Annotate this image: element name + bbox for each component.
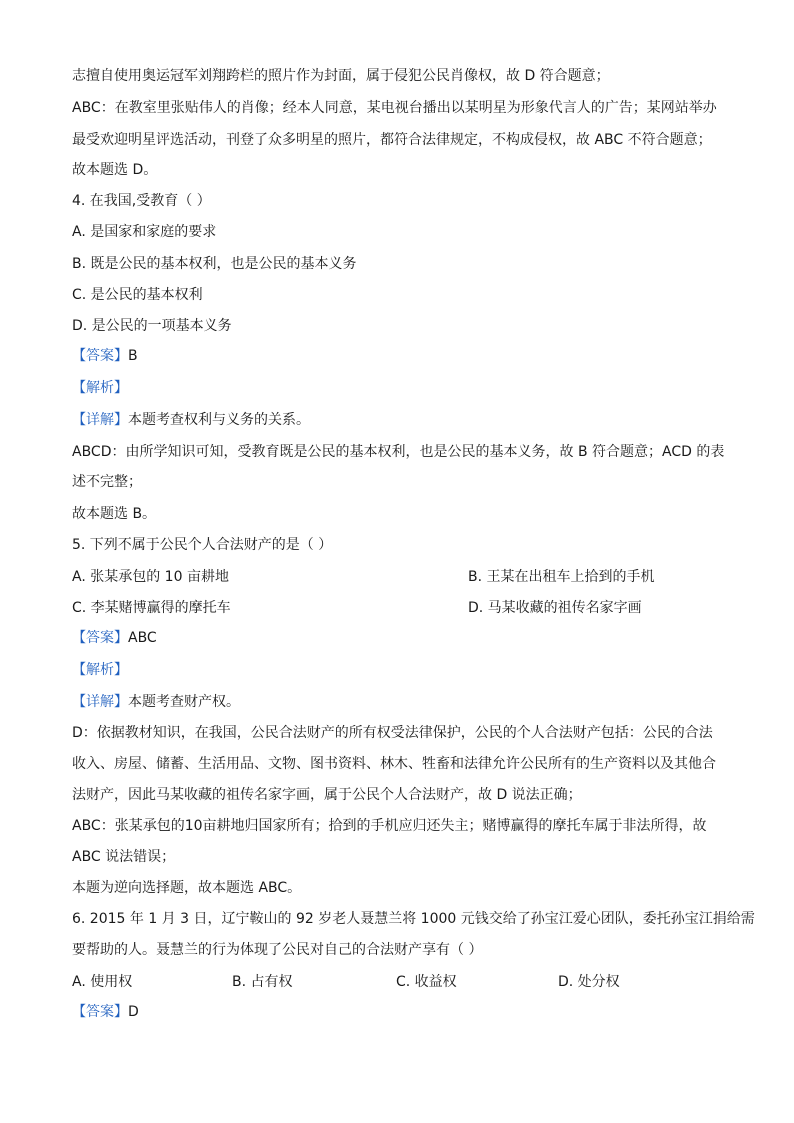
detail-text: 本题考查财产权。 bbox=[128, 694, 240, 710]
text-line: 法财产，因此马某收藏的祖传名家字画，属于公民个人合法财产，故 D 说法正确； bbox=[72, 787, 582, 803]
option-5a: A. 张某承包的 10 亩耕地 bbox=[72, 569, 229, 585]
option-4c: C. 是公民的基本权利 bbox=[72, 287, 203, 303]
answer-4 bbox=[72, 346, 732, 366]
option-5b: B. 王某在出租车上拾到的手机 bbox=[468, 569, 655, 585]
answer-value: ABC bbox=[128, 630, 157, 646]
answer-6 bbox=[72, 1002, 732, 1022]
text-line: ABC：张某承包的10亩耕地归国家所有；拾到的手机应归还失主；赌博赢得的摩托车属于非法所得，故 bbox=[72, 818, 707, 834]
text-line: 志擅自使用奥运冠军刘翔跨栏的照片作为封面，属于侵犯公民肖像权，故 D 符合题意； bbox=[72, 68, 610, 84]
option-5d: D. 马某收藏的祖传名家字画 bbox=[468, 600, 642, 616]
option-4a: A. 是国家和家庭的要求 bbox=[72, 224, 217, 240]
text-line: 要帮助的人。聂慧兰的行为体现了公民对自己的合法财产享有（ ） bbox=[72, 942, 483, 958]
option-6a: A. 使用权 bbox=[72, 974, 133, 990]
question-6: 6. 2015 年 1 月 3 日，辽宁鞍山的 92 岁老人聂慧兰将 1000 元钱交给了孙宝江爱心团队，委托孙宝江捐给需 bbox=[72, 911, 755, 927]
option-6c: C. 收益权 bbox=[396, 974, 457, 990]
option-4d: D. 是公民的一项基本义务 bbox=[72, 318, 232, 334]
option-4b: B. 既是公民的基本权利，也是公民的基本义务 bbox=[72, 256, 357, 272]
detail-tag: 【详解】 bbox=[72, 694, 128, 710]
text-line: ABC 说法错误； bbox=[72, 849, 176, 865]
question-4: 4. 在我国,受教育（ ） bbox=[72, 193, 211, 209]
detail-5 bbox=[72, 692, 732, 712]
answer-value: D bbox=[128, 1004, 139, 1020]
text-line: 最受欢迎明星评选活动，刊登了众多明星的照片，都符合法律规定，不构成侵权，故 ABC 不符合题意； bbox=[72, 132, 712, 148]
text-line: D：依据教材知识，在我国，公民合法财产的所有权受法律保护，公民的个人合法财产包括：公民的合法 bbox=[72, 725, 713, 741]
text-line: 收入、房屋、储蓄、生活用品、文物、图书资料、林木、牲畜和法律允许公民所有的生产资料以及其他合 bbox=[72, 756, 716, 772]
answer-5 bbox=[72, 628, 732, 648]
answer-value: B bbox=[128, 348, 138, 364]
option-5c: C. 李某赌博赢得的摩托车 bbox=[72, 600, 231, 616]
answer-tag: 【答案】 bbox=[72, 348, 128, 364]
text-line: 述不完整； bbox=[72, 474, 142, 490]
answer-tag: 【答案】 bbox=[72, 1004, 128, 1020]
answer-tag: 【答案】 bbox=[72, 630, 128, 646]
text-line: 本题为逆向选择题，故本题选 ABC。 bbox=[72, 880, 302, 896]
detail-text: 本题考查权利与义务的关系。 bbox=[128, 412, 310, 428]
text-line: 故本题选 B。 bbox=[72, 506, 157, 522]
option-6d: D. 处分权 bbox=[558, 974, 620, 990]
option-6b: B. 占有权 bbox=[232, 974, 293, 990]
analysis-tag: 【解析】 bbox=[72, 662, 128, 678]
options-row-5cd bbox=[72, 598, 732, 618]
detail-4 bbox=[72, 410, 732, 430]
text-line: ABC：在教室里张贴伟人的肖像；经本人同意，某电视台播出以某明星为形象代言人的广告；某网站举办 bbox=[72, 100, 717, 116]
text-line: 故本题选 D。 bbox=[72, 162, 158, 178]
question-5: 5. 下列不属于公民个人合法财产的是（ ） bbox=[72, 537, 333, 553]
options-row-5ab bbox=[72, 567, 732, 587]
detail-tag: 【详解】 bbox=[72, 412, 128, 428]
text-line: ABCD：由所学知识可知，受教育既是公民的基本权利，也是公民的基本义务，故 B 符合题意；ACD 的表 bbox=[72, 444, 725, 460]
options-row-6 bbox=[72, 972, 732, 992]
analysis-tag: 【解析】 bbox=[72, 380, 128, 396]
